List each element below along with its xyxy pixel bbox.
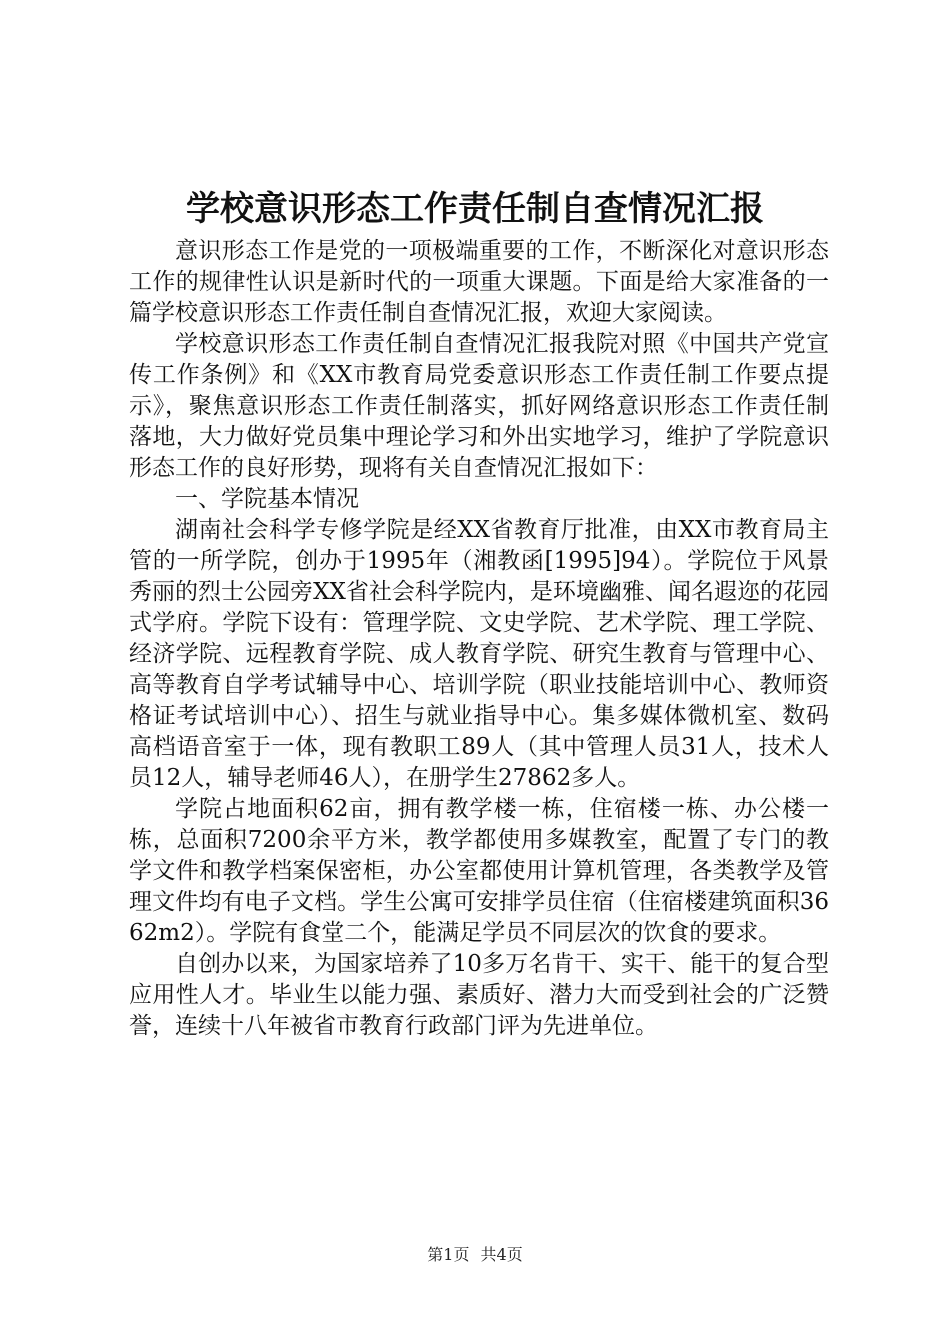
paragraph-report-opening: 学校意识形态工作责任制自查情况汇报我院对照《中国共产党宣传工作条例》和《XX市教育局党委意识形态工作责任制工作要点提示》，聚焦意识形态工作责任制落实，抓好网络意识形态工作责任制落地，大力做好党员集中理论学习和外出实地学习，维护了学院意识形态工作的良好形势，现将有关自查情况汇报如下： [129,331,829,481]
paragraph-school-overview: 湖南社会科学专修学院是经XX省教育厅批准，由XX市教育局主管的一所学院，创办于1995年（湘教函[1995]94）。学院位于风景秀丽的烈士公园旁XX省社会科学院内，是环境幽雅、闻名遐迩的花园式学府。学院下设有：管理学院、文史学院、艺术学院、理工学院、经济学院、远程教育学院、成人教育学院、研究生教育与管理中心、高等教育自学考试辅导中心、培训学院（职业技能培训中心、教师资格证考试培训中心）、招生与就业指导中心。集多媒体微机室、数码高档语音室于一体，现有教职工89人（其中管理人员31人，技术人员12人，辅导老师46人），在册学生27862多人。 [129,517,829,791]
paragraph-campus-facilities: 学院占地面积62亩，拥有教学楼一栋，住宿楼一栋、办公楼一栋，总面积7200余平方米，教学都使用多媒教室，配置了专门的教学文件和教学档案保密柜，办公室都使用计算机管理，各类教学及管理文件均有电子文档。学生公寓可安排学员住宿（住宿楼建筑面积3662m2）。学院有食堂二个，能满足学员不同层次的饮食的要求。 [129,796,829,946]
paragraph-intro: 意识形态工作是党的一项极端重要的工作，不断深化对意识形态工作的规律性认识是新时代的一项重大课题。下面是给大家准备的一篇学校意识形态工作责任制自查情况汇报，欢迎大家阅读。 [129,238,829,326]
document-title: 学校意识形态工作责任制自查情况汇报 [186,189,764,229]
page-number-current: 第1页 [427,1245,470,1264]
page-number-total: 共4页 [480,1245,523,1264]
page-footer [0,1244,950,1266]
document-body [129,236,829,1042]
section-heading-basic-info: 一、学院基本情况 [175,486,359,512]
paragraph-achievements: 自创办以来，为国家培养了10多万名肯干、实干、能干的复合型应用性人才。毕业生以能力强、素质好、潜力大而受到社会的广泛赞誉，连续十八年被省市教育行政部门评为先进单位。 [129,951,829,1039]
